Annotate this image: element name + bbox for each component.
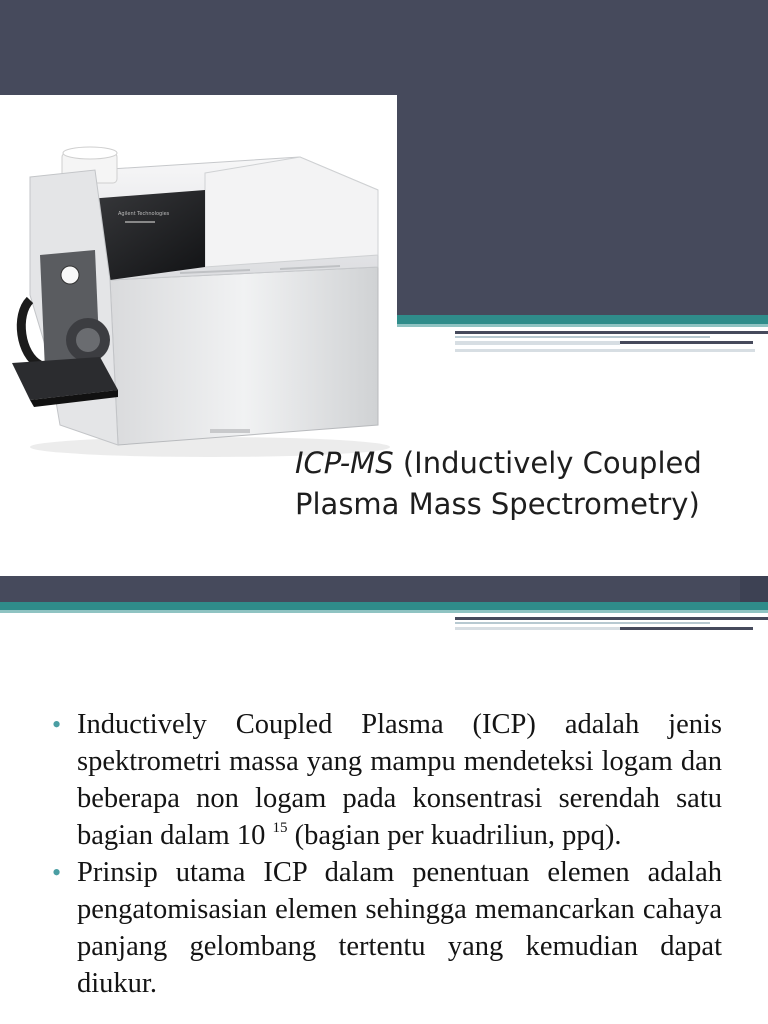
bullet-text: Prinsip utama ICP dalam penentuan elemen adalah pengatomisasian elemen sehingga memancarkan cahaya panjang gelombang tertentu yang kemudian dapat diukur. (77, 857, 722, 999)
bullet-item (50, 706, 722, 854)
accent-stripe (0, 602, 768, 610)
icp-ms-instrument-image (0, 95, 397, 495)
accent-stripe (455, 331, 768, 334)
svg-text:Agilent Technologies: Agilent Technologies (118, 211, 170, 217)
accent-stripe (620, 341, 753, 344)
accent-stripe (740, 576, 768, 602)
accent-stripe (455, 617, 768, 620)
title-abbreviation: ICP-MS (295, 446, 394, 480)
header-band (0, 576, 768, 602)
accent-stripe (397, 315, 768, 324)
bullet-icon: • (52, 710, 62, 739)
accent-stripe (0, 610, 768, 613)
accent-stripe (455, 336, 710, 338)
bullet-superscript: 15 (272, 820, 288, 836)
accent-stripe (397, 324, 768, 327)
icp-ms-instrument-icon (0, 95, 397, 495)
accent-stripe (455, 349, 755, 352)
bullet-list (50, 706, 722, 1002)
slide-title (295, 443, 755, 525)
content-slide (0, 576, 768, 1024)
bullet-text-after: (bagian per kuadriliun, ppq). (287, 820, 622, 851)
accent-stripe (455, 341, 620, 345)
title-line-2: Plasma Mass Spectrometry) (295, 487, 700, 521)
accent-stripe (455, 622, 710, 624)
accent-stripe (620, 627, 753, 630)
bullet-item (50, 854, 722, 1002)
accent-stripe (455, 627, 620, 630)
title-line-1: (Inductively Coupled (393, 446, 702, 480)
bullet-text: Inductively Coupled Plasma (ICP) adalah jenis spektrometri massa yang mampu mendeteksi logam dan beberapa non logam pada konsentrasi serendah satu bagian dalam 10 (77, 709, 722, 851)
bullet-icon: • (52, 858, 62, 887)
